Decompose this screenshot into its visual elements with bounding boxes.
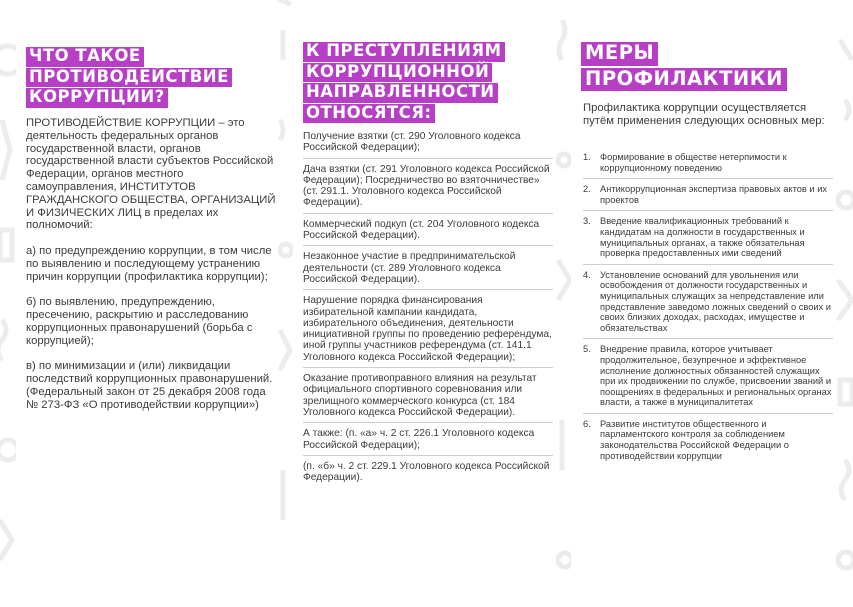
list-item: Нарушение порядка финансирования избирательной кампании кандидата, избирательного объединения, деятельности инициативной группы по проведению референдума, иной группы участников референдума (ст. 141.1 Уголовного кодекса Российской Федерации); (303, 295, 553, 368)
list-item: Дача взятки (ст. 291 Уголовного кодекса Российской Федерации); Посредничество во взяточничестве» (ст. 291.1. Уголовного кодекса Российской Федерации). (303, 164, 553, 214)
definition-text (26, 117, 276, 424)
heading-line: КОРРУПЦИОННОЙ (303, 63, 492, 83)
heading-line: КОРРУПЦИИ? (26, 88, 168, 108)
column-prevention-measures (571, 0, 835, 607)
item-text: Внедрение правила, которое учитывает продолжительное, безупречное и эффективное исполнение должностных обязанностей служащих при их продвижении по службе, присвоении званий и поощрениях в федеральных и региональных органах власти, а также в муниципалитетах (600, 344, 832, 408)
list-item: А также: (п. «а» ч. 2 ст. 226.1 Уголовного кодекса Российской Федерации); (303, 428, 553, 456)
column-corruption-crimes (293, 0, 555, 607)
heading-what-is-counteraction (26, 47, 232, 109)
item-number: 6. (583, 418, 591, 429)
list-item (583, 270, 833, 340)
list-item (583, 152, 833, 179)
heading-line: МЕРЫ (581, 42, 658, 66)
measures-list (583, 152, 833, 471)
column-what-is-counteraction (16, 0, 278, 607)
item-number: 1. (583, 152, 591, 162)
item-text: Введение квалификационных требований к кандидатам на должности в государственных и муниципальных органах, а также обязательная проверка предоставленных ими сведений (600, 216, 805, 259)
heading-line: НАПРАВЛЕННОСТИ (303, 83, 498, 103)
list-item: Незаконное участие в предпринимательской деятельности (ст. 289 Уголовного кодекса Российской Федерации). (303, 251, 553, 290)
heading-corruption-crimes (303, 42, 505, 124)
item-number: 3. (583, 216, 591, 227)
item-number: 5. (583, 344, 591, 355)
list-item: Коммерческий подкуп (ст. 204 Уголовного кодекса Российской Федерации). (303, 219, 553, 247)
item-text: Формирование в обществе нетерпимости к коррупционному поведению (600, 152, 787, 173)
list-item (583, 184, 833, 211)
item-number: 2. (583, 184, 591, 195)
list-item: Оказание противоправного влияния на результат официального спортивного соревнования или зрелищного коммерческого конкурса (ст. 184 Уголовного кодекса Российской Федерации). (303, 373, 553, 423)
list-item: Получение взятки (ст. 290 Уголовного кодекса Российской Федерации); (303, 131, 553, 159)
heading-line: ЧТО ТАКОЕ (26, 47, 144, 67)
item-text: Установление оснований для увольнения или освобождения от должности государственных и муниципальных служащих за непредставление или представление заведомо ложных сведений о своих и своих близких доходах, расходах, имуществе и обязательствах (600, 269, 831, 333)
heading-line: К ПРЕСТУПЛЕНИЯМ (303, 42, 505, 62)
item-number: 4. (583, 269, 591, 280)
crimes-list (303, 131, 553, 492)
item-text: Антикоррупционная экспертиза правовых актов и их проектов (600, 184, 828, 205)
heading-line: ПРОТИВОДЕЙСТВИЕ (26, 68, 232, 88)
list-item (583, 216, 833, 264)
definition-paragraph: а) по предупреждению коррупции, в том числе по выявлению и последующему устранению причин коррупции (профилактика коррупции); (26, 244, 272, 283)
list-item: (п. «б» ч. 2 ст. 229.1 Уголовного кодекса Российской Федерации). (303, 460, 550, 484)
list-item (583, 344, 833, 414)
definition-paragraph: ПРОТИВОДЕЙСТВИЕ КОРРУПЦИИ – это деятельность федеральных органов государственной власти, органов государственной власти субъектов Российской Федерации, органов местного самоуправления, ИНСТИТУТОВ ГРАЖДАНСКОГО ОБЩЕСТВА, ОРГАНИЗАЦИЙ И ФИЗИЧЕСКИХ ЛИЦ в пределах их полномочий: (26, 117, 276, 232)
list-item (583, 419, 833, 466)
definition-paragraph: в) по минимизации и (или) ликвидации последствий коррупционных правонарушений. (Федеральный закон от 25 декабря 2008 года № 273-ФЗ «О противодействии коррупции») (26, 360, 273, 411)
measures-intro: Профилактика коррупции осуществляется путём применения следующих основных мер: (583, 102, 825, 127)
heading-prevention-measures (581, 42, 787, 93)
heading-line: ОТНОСЯТСЯ: (303, 104, 435, 124)
item-text: Развитие институтов общественного и парламентского контроля за соблюдением законодательства Российской Федерации о противодействии коррупции (600, 418, 789, 461)
definition-paragraph: б) по выявлению, предупреждению, пресечению, раскрытию и расследованию коррупционных правонарушений (борьба с коррупцией); (26, 296, 253, 347)
heading-line: ПРОФИЛАКТИКИ (581, 68, 787, 92)
